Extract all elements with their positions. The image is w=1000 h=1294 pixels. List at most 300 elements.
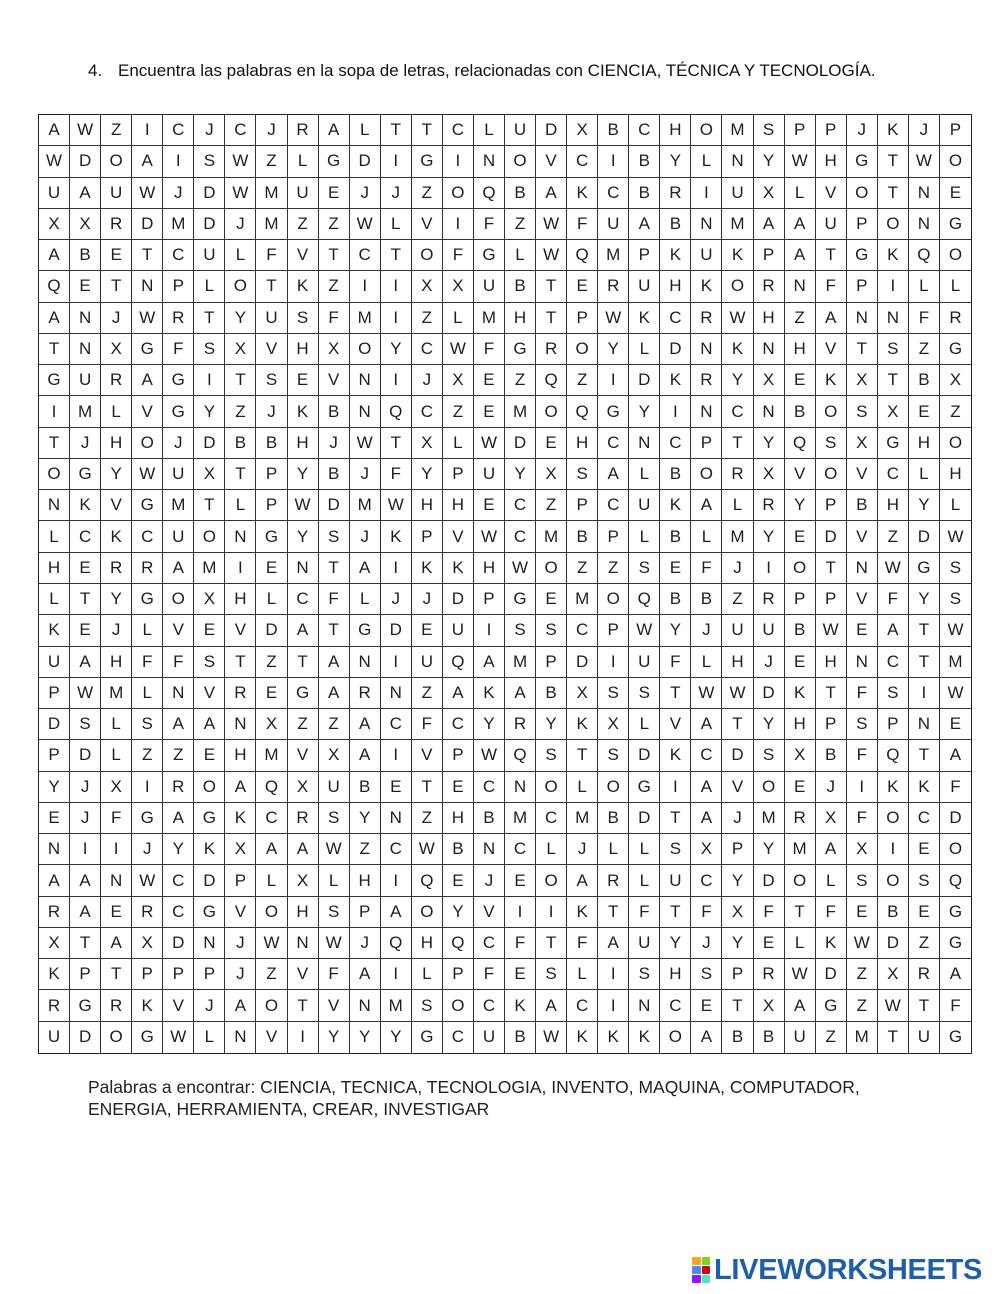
grid-cell[interactable]: N <box>691 334 722 365</box>
grid-cell[interactable]: K <box>598 1022 629 1053</box>
grid-cell[interactable]: A <box>70 647 101 678</box>
grid-cell[interactable]: S <box>194 146 225 177</box>
grid-cell[interactable]: L <box>785 928 816 959</box>
grid-cell[interactable]: M <box>163 490 194 521</box>
grid-cell[interactable]: U <box>474 459 505 490</box>
grid-cell[interactable]: B <box>909 365 940 396</box>
grid-cell[interactable]: F <box>567 209 598 240</box>
grid-cell[interactable]: Z <box>909 334 940 365</box>
grid-cell[interactable]: O <box>940 146 971 177</box>
grid-cell[interactable]: D <box>319 490 350 521</box>
grid-cell[interactable]: P <box>443 740 474 771</box>
grid-cell[interactable]: S <box>256 365 287 396</box>
grid-cell[interactable]: A <box>878 615 909 646</box>
grid-cell[interactable]: I <box>381 647 412 678</box>
grid-cell[interactable]: W <box>940 521 971 552</box>
grid-cell[interactable]: W <box>225 178 256 209</box>
grid-cell[interactable]: D <box>505 428 536 459</box>
grid-cell[interactable]: W <box>288 490 319 521</box>
grid-cell[interactable]: T <box>194 303 225 334</box>
grid-cell[interactable]: U <box>288 178 319 209</box>
grid-cell[interactable]: S <box>754 740 785 771</box>
grid-cell[interactable]: C <box>598 490 629 521</box>
grid-cell[interactable]: C <box>163 240 194 271</box>
grid-cell[interactable]: W <box>319 928 350 959</box>
grid-cell[interactable]: C <box>878 647 909 678</box>
grid-cell[interactable]: X <box>101 772 132 803</box>
grid-cell[interactable]: R <box>754 271 785 302</box>
grid-cell[interactable]: X <box>443 271 474 302</box>
grid-cell[interactable]: J <box>350 178 381 209</box>
grid-cell[interactable]: V <box>847 584 878 615</box>
grid-cell[interactable]: J <box>691 928 722 959</box>
grid-cell[interactable]: O <box>785 553 816 584</box>
grid-cell[interactable]: D <box>70 740 101 771</box>
grid-cell[interactable]: J <box>722 553 753 584</box>
grid-cell[interactable]: X <box>319 740 350 771</box>
grid-cell[interactable]: H <box>225 584 256 615</box>
grid-cell[interactable]: C <box>567 146 598 177</box>
grid-cell[interactable]: J <box>847 115 878 146</box>
grid-cell[interactable]: H <box>660 271 691 302</box>
grid-cell[interactable]: E <box>474 396 505 427</box>
grid-cell[interactable]: P <box>598 521 629 552</box>
grid-cell[interactable]: B <box>816 740 847 771</box>
grid-cell[interactable]: A <box>319 678 350 709</box>
grid-cell[interactable]: Z <box>350 834 381 865</box>
grid-cell[interactable]: C <box>536 803 567 834</box>
grid-cell[interactable]: P <box>163 959 194 990</box>
grid-cell[interactable]: L <box>288 146 319 177</box>
grid-cell[interactable]: R <box>225 678 256 709</box>
grid-cell[interactable]: Z <box>101 115 132 146</box>
grid-cell[interactable]: S <box>660 834 691 865</box>
grid-cell[interactable]: L <box>691 647 722 678</box>
grid-cell[interactable]: D <box>629 365 660 396</box>
grid-cell[interactable]: W <box>350 209 381 240</box>
grid-cell[interactable]: T <box>660 897 691 928</box>
grid-cell[interactable]: N <box>474 146 505 177</box>
grid-cell[interactable]: L <box>629 709 660 740</box>
grid-cell[interactable]: V <box>319 365 350 396</box>
grid-cell[interactable]: K <box>660 490 691 521</box>
grid-cell[interactable]: T <box>878 1022 909 1053</box>
grid-cell[interactable]: Y <box>350 1022 381 1053</box>
grid-cell[interactable]: E <box>319 178 350 209</box>
grid-cell[interactable]: G <box>319 146 350 177</box>
grid-cell[interactable]: D <box>443 584 474 615</box>
grid-cell[interactable]: X <box>132 928 163 959</box>
grid-cell[interactable]: A <box>567 865 598 896</box>
grid-cell[interactable]: H <box>412 490 443 521</box>
grid-cell[interactable]: O <box>940 428 971 459</box>
grid-cell[interactable]: H <box>443 803 474 834</box>
grid-cell[interactable]: F <box>754 897 785 928</box>
grid-cell[interactable]: X <box>443 365 474 396</box>
grid-cell[interactable]: T <box>288 990 319 1021</box>
grid-cell[interactable]: A <box>691 709 722 740</box>
grid-cell[interactable]: V <box>101 490 132 521</box>
grid-cell[interactable]: M <box>722 209 753 240</box>
grid-cell[interactable]: L <box>350 115 381 146</box>
grid-cell[interactable]: L <box>909 271 940 302</box>
grid-cell[interactable]: Q <box>381 396 412 427</box>
grid-cell[interactable]: T <box>816 678 847 709</box>
grid-cell[interactable]: A <box>225 772 256 803</box>
grid-cell[interactable]: K <box>629 303 660 334</box>
grid-cell[interactable]: W <box>940 678 971 709</box>
grid-cell[interactable]: G <box>194 897 225 928</box>
grid-cell[interactable]: L <box>629 865 660 896</box>
grid-cell[interactable]: I <box>39 396 70 427</box>
grid-cell[interactable]: N <box>70 303 101 334</box>
grid-cell[interactable]: U <box>629 647 660 678</box>
grid-cell[interactable]: Q <box>629 584 660 615</box>
grid-cell[interactable]: B <box>536 678 567 709</box>
grid-cell[interactable]: L <box>940 271 971 302</box>
grid-cell[interactable]: Y <box>754 521 785 552</box>
grid-cell[interactable]: Q <box>381 928 412 959</box>
grid-cell[interactable]: X <box>412 271 443 302</box>
grid-cell[interactable]: Z <box>256 647 287 678</box>
grid-cell[interactable]: K <box>194 834 225 865</box>
grid-cell[interactable]: L <box>225 490 256 521</box>
grid-cell[interactable]: V <box>163 615 194 646</box>
grid-cell[interactable]: Y <box>629 396 660 427</box>
grid-cell[interactable]: Y <box>660 146 691 177</box>
grid-cell[interactable]: M <box>350 490 381 521</box>
grid-cell[interactable]: X <box>754 990 785 1021</box>
grid-cell[interactable]: T <box>878 146 909 177</box>
grid-cell[interactable]: K <box>660 365 691 396</box>
grid-cell[interactable]: G <box>847 240 878 271</box>
grid-cell[interactable]: N <box>878 303 909 334</box>
grid-cell[interactable]: W <box>629 615 660 646</box>
grid-cell[interactable]: F <box>256 240 287 271</box>
grid-cell[interactable]: I <box>847 772 878 803</box>
grid-cell[interactable]: K <box>381 521 412 552</box>
grid-cell[interactable]: M <box>754 803 785 834</box>
grid-cell[interactable]: G <box>132 803 163 834</box>
grid-cell[interactable]: M <box>505 647 536 678</box>
grid-cell[interactable]: C <box>505 834 536 865</box>
grid-cell[interactable]: V <box>288 959 319 990</box>
grid-cell[interactable]: E <box>785 365 816 396</box>
grid-cell[interactable]: P <box>816 584 847 615</box>
grid-cell[interactable]: S <box>70 709 101 740</box>
grid-cell[interactable]: V <box>474 897 505 928</box>
grid-cell[interactable]: X <box>412 428 443 459</box>
grid-cell[interactable]: R <box>132 553 163 584</box>
grid-cell[interactable]: B <box>256 428 287 459</box>
grid-cell[interactable]: R <box>691 365 722 396</box>
grid-cell[interactable]: L <box>691 146 722 177</box>
grid-cell[interactable]: C <box>474 772 505 803</box>
grid-cell[interactable]: K <box>722 240 753 271</box>
grid-cell[interactable]: N <box>288 553 319 584</box>
grid-cell[interactable]: W <box>132 459 163 490</box>
grid-cell[interactable]: X <box>847 365 878 396</box>
grid-cell[interactable]: M <box>505 396 536 427</box>
grid-cell[interactable]: W <box>785 959 816 990</box>
grid-cell[interactable]: B <box>722 1022 753 1053</box>
grid-cell[interactable]: J <box>256 115 287 146</box>
grid-cell[interactable]: N <box>474 834 505 865</box>
grid-cell[interactable]: D <box>132 209 163 240</box>
grid-cell[interactable]: C <box>878 459 909 490</box>
grid-cell[interactable]: Y <box>754 428 785 459</box>
grid-cell[interactable]: C <box>474 928 505 959</box>
grid-cell[interactable]: X <box>319 334 350 365</box>
grid-cell[interactable]: O <box>785 865 816 896</box>
grid-cell[interactable]: W <box>132 303 163 334</box>
grid-cell[interactable]: F <box>940 990 971 1021</box>
grid-cell[interactable]: K <box>660 240 691 271</box>
grid-cell[interactable]: T <box>722 990 753 1021</box>
grid-cell[interactable]: Z <box>163 740 194 771</box>
grid-cell[interactable]: I <box>194 365 225 396</box>
grid-cell[interactable]: L <box>132 615 163 646</box>
grid-cell[interactable]: W <box>350 428 381 459</box>
grid-cell[interactable]: G <box>163 365 194 396</box>
grid-cell[interactable]: X <box>225 334 256 365</box>
grid-cell[interactable]: B <box>474 803 505 834</box>
grid-cell[interactable]: J <box>70 772 101 803</box>
grid-cell[interactable]: C <box>381 709 412 740</box>
grid-cell[interactable]: X <box>754 178 785 209</box>
grid-cell[interactable]: H <box>785 709 816 740</box>
grid-cell[interactable]: S <box>878 678 909 709</box>
grid-cell[interactable]: W <box>505 553 536 584</box>
grid-cell[interactable]: J <box>132 834 163 865</box>
grid-cell[interactable]: L <box>629 521 660 552</box>
grid-cell[interactable]: F <box>816 271 847 302</box>
grid-cell[interactable]: C <box>443 115 474 146</box>
grid-cell[interactable]: U <box>598 209 629 240</box>
grid-cell[interactable]: J <box>350 928 381 959</box>
grid-cell[interactable]: A <box>70 897 101 928</box>
grid-cell[interactable]: L <box>443 428 474 459</box>
grid-cell[interactable]: E <box>39 803 70 834</box>
grid-cell[interactable]: H <box>350 865 381 896</box>
grid-cell[interactable]: K <box>505 990 536 1021</box>
grid-cell[interactable]: M <box>256 209 287 240</box>
grid-cell[interactable]: E <box>412 615 443 646</box>
grid-cell[interactable]: B <box>878 897 909 928</box>
grid-cell[interactable]: R <box>350 678 381 709</box>
grid-cell[interactable]: I <box>381 271 412 302</box>
grid-cell[interactable]: L <box>909 459 940 490</box>
grid-cell[interactable]: A <box>70 865 101 896</box>
grid-cell[interactable]: T <box>319 240 350 271</box>
grid-cell[interactable]: Z <box>536 490 567 521</box>
grid-cell[interactable]: U <box>443 615 474 646</box>
grid-cell[interactable]: B <box>660 459 691 490</box>
grid-cell[interactable]: B <box>567 521 598 552</box>
grid-cell[interactable]: I <box>443 146 474 177</box>
grid-cell[interactable]: Z <box>412 803 443 834</box>
grid-cell[interactable]: K <box>878 115 909 146</box>
grid-cell[interactable]: O <box>878 803 909 834</box>
grid-cell[interactable]: S <box>629 959 660 990</box>
grid-cell[interactable]: W <box>39 146 70 177</box>
grid-cell[interactable]: I <box>598 146 629 177</box>
grid-cell[interactable]: I <box>132 115 163 146</box>
grid-cell[interactable]: Y <box>39 772 70 803</box>
grid-cell[interactable]: N <box>350 647 381 678</box>
grid-cell[interactable]: M <box>847 1022 878 1053</box>
grid-cell[interactable]: Y <box>722 928 753 959</box>
grid-cell[interactable]: P <box>754 240 785 271</box>
grid-cell[interactable]: S <box>691 959 722 990</box>
grid-cell[interactable]: C <box>567 615 598 646</box>
grid-cell[interactable]: K <box>39 615 70 646</box>
grid-cell[interactable]: M <box>722 521 753 552</box>
grid-cell[interactable]: O <box>878 865 909 896</box>
grid-cell[interactable]: H <box>940 459 971 490</box>
grid-cell[interactable]: B <box>443 834 474 865</box>
grid-cell[interactable]: H <box>909 428 940 459</box>
grid-cell[interactable]: X <box>39 928 70 959</box>
grid-cell[interactable]: G <box>132 334 163 365</box>
grid-cell[interactable]: K <box>816 365 847 396</box>
grid-cell[interactable]: N <box>722 146 753 177</box>
grid-cell[interactable]: C <box>412 396 443 427</box>
grid-cell[interactable]: D <box>816 521 847 552</box>
grid-cell[interactable]: D <box>629 803 660 834</box>
grid-cell[interactable]: Q <box>256 772 287 803</box>
grid-cell[interactable]: O <box>101 146 132 177</box>
grid-cell[interactable]: O <box>132 428 163 459</box>
grid-cell[interactable]: Z <box>319 709 350 740</box>
grid-cell[interactable]: L <box>194 1022 225 1053</box>
grid-cell[interactable]: A <box>350 959 381 990</box>
grid-cell[interactable]: F <box>567 928 598 959</box>
grid-cell[interactable]: A <box>691 772 722 803</box>
grid-cell[interactable]: N <box>350 365 381 396</box>
grid-cell[interactable]: P <box>536 647 567 678</box>
grid-cell[interactable]: D <box>381 615 412 646</box>
grid-cell[interactable]: N <box>505 772 536 803</box>
grid-cell[interactable]: W <box>536 209 567 240</box>
grid-cell[interactable]: X <box>288 865 319 896</box>
grid-cell[interactable]: I <box>381 146 412 177</box>
grid-cell[interactable]: M <box>381 990 412 1021</box>
grid-cell[interactable]: J <box>754 647 785 678</box>
grid-cell[interactable]: R <box>101 990 132 1021</box>
grid-cell[interactable]: O <box>598 772 629 803</box>
grid-cell[interactable]: I <box>754 553 785 584</box>
grid-cell[interactable]: R <box>163 772 194 803</box>
grid-cell[interactable]: Z <box>722 584 753 615</box>
grid-cell[interactable]: Y <box>288 521 319 552</box>
grid-cell[interactable]: J <box>194 115 225 146</box>
grid-cell[interactable]: K <box>225 803 256 834</box>
grid-cell[interactable]: H <box>225 740 256 771</box>
grid-cell[interactable]: P <box>194 959 225 990</box>
grid-cell[interactable]: I <box>598 365 629 396</box>
grid-cell[interactable]: A <box>39 115 70 146</box>
grid-cell[interactable]: E <box>785 772 816 803</box>
grid-cell[interactable]: V <box>847 521 878 552</box>
grid-cell[interactable]: G <box>629 772 660 803</box>
grid-cell[interactable]: U <box>39 178 70 209</box>
grid-cell[interactable]: J <box>225 928 256 959</box>
grid-cell[interactable]: H <box>878 490 909 521</box>
grid-cell[interactable]: H <box>288 897 319 928</box>
grid-cell[interactable]: Q <box>567 396 598 427</box>
grid-cell[interactable]: R <box>598 865 629 896</box>
grid-cell[interactable]: D <box>754 865 785 896</box>
grid-cell[interactable]: E <box>785 647 816 678</box>
grid-cell[interactable]: A <box>816 303 847 334</box>
grid-cell[interactable]: U <box>412 647 443 678</box>
grid-cell[interactable]: I <box>350 271 381 302</box>
grid-cell[interactable]: F <box>847 740 878 771</box>
grid-cell[interactable]: U <box>505 115 536 146</box>
grid-cell[interactable]: T <box>909 990 940 1021</box>
grid-cell[interactable]: T <box>101 271 132 302</box>
grid-cell[interactable]: L <box>785 178 816 209</box>
grid-cell[interactable]: R <box>660 178 691 209</box>
grid-cell[interactable]: E <box>847 615 878 646</box>
grid-cell[interactable]: S <box>194 334 225 365</box>
grid-cell[interactable]: X <box>567 678 598 709</box>
grid-cell[interactable]: Y <box>536 709 567 740</box>
grid-cell[interactable]: N <box>691 396 722 427</box>
grid-cell[interactable]: T <box>225 647 256 678</box>
grid-cell[interactable]: G <box>70 990 101 1021</box>
grid-cell[interactable]: N <box>847 303 878 334</box>
grid-cell[interactable]: A <box>132 146 163 177</box>
grid-cell[interactable]: U <box>163 521 194 552</box>
grid-cell[interactable]: J <box>319 428 350 459</box>
grid-cell[interactable]: T <box>256 271 287 302</box>
grid-cell[interactable]: T <box>381 428 412 459</box>
grid-cell[interactable]: J <box>412 584 443 615</box>
grid-cell[interactable]: C <box>412 334 443 365</box>
grid-cell[interactable]: R <box>163 303 194 334</box>
grid-cell[interactable]: U <box>691 240 722 271</box>
grid-cell[interactable]: W <box>816 615 847 646</box>
grid-cell[interactable]: C <box>660 303 691 334</box>
grid-cell[interactable]: M <box>567 803 598 834</box>
grid-cell[interactable]: S <box>629 553 660 584</box>
grid-cell[interactable]: D <box>536 115 567 146</box>
grid-cell[interactable]: B <box>225 428 256 459</box>
grid-cell[interactable]: V <box>319 990 350 1021</box>
grid-cell[interactable]: K <box>443 553 474 584</box>
grid-cell[interactable]: S <box>319 803 350 834</box>
grid-cell[interactable]: U <box>785 1022 816 1053</box>
grid-cell[interactable]: E <box>909 396 940 427</box>
grid-cell[interactable]: P <box>412 521 443 552</box>
grid-cell[interactable]: W <box>132 178 163 209</box>
grid-cell[interactable]: Y <box>163 834 194 865</box>
grid-cell[interactable]: T <box>816 553 847 584</box>
grid-cell[interactable]: P <box>816 490 847 521</box>
grid-cell[interactable]: B <box>847 490 878 521</box>
grid-cell[interactable]: K <box>288 271 319 302</box>
grid-cell[interactable]: M <box>256 178 287 209</box>
grid-cell[interactable]: P <box>598 615 629 646</box>
grid-cell[interactable]: I <box>225 553 256 584</box>
grid-cell[interactable]: D <box>194 209 225 240</box>
grid-cell[interactable]: G <box>940 209 971 240</box>
grid-cell[interactable]: X <box>256 709 287 740</box>
grid-cell[interactable]: U <box>754 615 785 646</box>
grid-cell[interactable]: U <box>660 865 691 896</box>
